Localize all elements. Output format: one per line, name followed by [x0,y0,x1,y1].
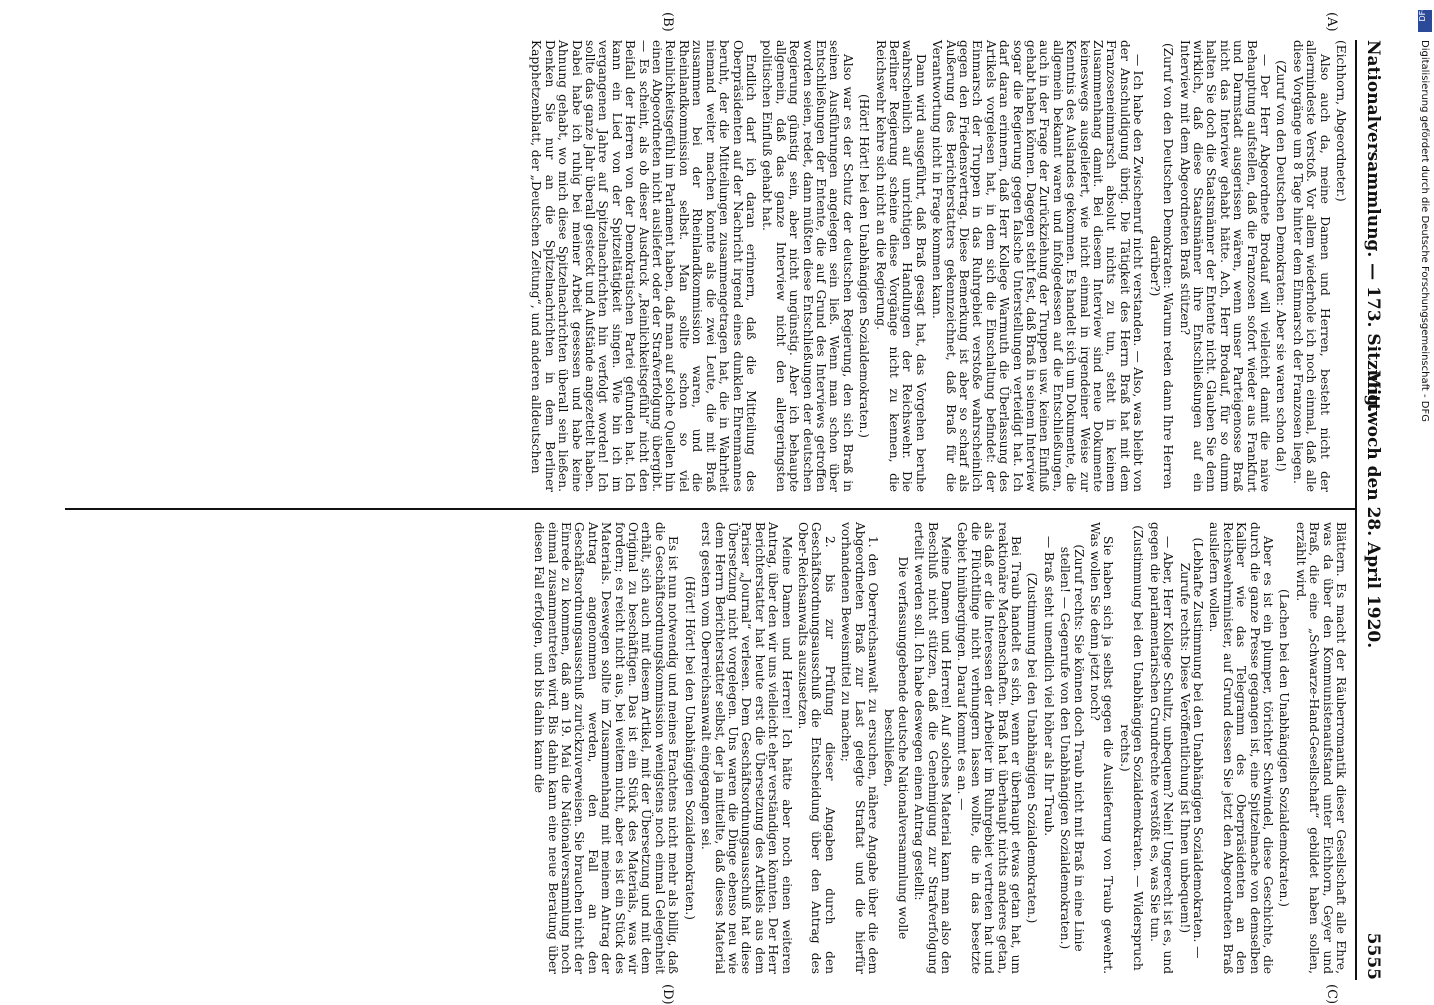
right-column-paragraph: (Zuruf rechts: Sie können doch Traub nicht mit Braß in eine Linie stellen! — Gegenrufe von den Unabhängigen Sozialdemokraten.) [1058,544,1086,952]
right-column-paragraph: (Hört! Hört! bei den Unabhängigen Sozialdemokraten.) [682,576,697,920]
dfg-logo-icon: DFG [1418,10,1432,32]
right-column-paragraph: Es ist nun notwendig und meines Erachtens nicht mehr als billig, daß die Geschäftsordnungskommission wenigstens noch einmal Gelegenheit erhält, sich auch mit diesem Artikel, mit der Übersetzung und mit dem Original zu beschäftigen. Das ist ein Stück des Materials, was wir fordern; es reicht nicht aus, bei weitem nicht, aber es ist ein Stück des Materials. Deswegen sollte im Zusammenhang mit meinem Antrag der Antrag angenommen werden, den Fall an den Geschäftsordnungsausschuß zurückzuverweisen. Sie brauchen nicht der Einrede zu kommen, daß am 19. Mai die Nationalversammlung noch einmal zusammentreten wird. Bis dahin kann eine neue Beratung über diesen Fall erfolgen, und bis dahin kann die [532,522,681,974]
header-title: Nationalversammlung. — 173. Sitzung. [1363,40,1383,413]
digitization-footer: Digitalisierung gefördert durch die Deutsche Forschungsgemeinschaft - DFG [1419,40,1430,423]
margin-mark-b: (B) [660,12,675,32]
right-column-paragraph: 2. bis zur Prüfung dieser Angaben durch den Geschäftsordnungsausschuß die Entscheidung über den Antrag des Ober-Reichsanwalts auszusetzen. [795,522,837,974]
right-column-paragraph: Sie haben sich ja selbst gegen die Auslieferung von Traub gewehrt. Was wollen Sie denn jetzt noch? [1088,522,1116,974]
right-column-paragraph: — Aber, Herr Kollege Schultz, unbequem? Nein! Ungerecht ist es, und gegen die parlamentarischen Grundrechte verstößt es, was Sie tun. [1147,522,1176,974]
left-column-paragraph: — Ich habe den Zwischenruf nicht verstanden. — Also, was bleibt von der Anschuldigung übrig. Die Tätigkeit des Herrn Braß hat mit dem Franzoseneinmarsch absolut nichts zu tun, steht in keinem Zusammenhang damit. Bei diesem Interview sind neue Dokumente keineswegs ausgeliefert, wie nicht einmal in irgendeiner Weise zur Kenntnis des Auslandes gekommen. Es handelt sich um Dokumente, die allgemein bekannt waren und infolgedessen auf die Entschließungen, auch in der Frage der Zurückziehung der Truppen usw. keinen Einfluß gehabt haben können. Dagegen steht fest, daß Braß in seinem Interview sogar die Regierung gegen falsche Unterstellungen verteidigt hat. Ich darf daran erinnern, daß Herr Kollege Warmuth die Überlassung des Artikels vorgelesen hat, in dem sich die Einschaltung befindet: der Einmarsch der Truppen in das Ruhrgebiet verstoße wahrscheinlich gegen den Friedensvertrag. Diese Bemerkung ist aber so scharf als Äußerung des Berichterstatters gekennzeichnet, daß Braß für die Verantwortung nicht in Frage kommen kann. [930,40,1146,492]
running-header [1355,40,1395,980]
right-column-paragraph: (Lachen bei den Unabhängigen Sozialdemokraten.) [1277,589,1292,907]
page-number: 5555 [1363,932,1383,980]
left-column-paragraph: Endlich darf ich daran erinnern, daß die Mitteilung des Oberpräsidenten auf der Nachricht irgend eines dunklen Ehrenmannes beruht, der die Mitteilungen zusammengetragen hat, die in Wahrheit niemand weiter machen konnte als die zwei Leute, die mit Braß zusammen bei der Rheinlandkommission waren, und die Rheinlandkommission selbst. Man sollte schon so viel Reinlichkeitsgefühl im Parlament haben, daß man auf solche Quellen hin einen Abgeordneten nicht ausliefert oder der Strafverfolgung übergibt. — Es scheint, als ob dieser Ausdruck „Reinlichkeitsgefühl“ nicht den Beifall der Herren von der Demokratischen Partei gefunden hat. Ich kann ein Lied von der Spitzeltätigkeit singen. Wie bin ich im vergangenen Jahre auf Spitzelnachrichten hin verfolgt worden! Ich sollte das ganze Jahr überall gesteckt und Aufstände angezettelt haben. Dabei habe ich ruhig bei meiner Arbeit gesessen und habe keine Ahnung gehabt, wo mich diese Spitzelnachrichten überall sein ließen. Denken Sie nur an die Spitzelnachrichten in dem Berliner Kapphetzenblatt, der „Deutschen Zeitung“, und anderen alldeutschen [529,40,758,492]
right-column-paragraph: — Braß steht unendlich viel höher als Ihr Traub. [1041,536,1056,837]
left-column-paragraph: (Zuruf von den Deutschen Demokraten: Warum reden dann Ihre Herren darüber?) [1147,42,1176,490]
header-rule [1355,40,1357,980]
right-column-paragraph: Blättern. Es macht der Räuberromantik dieser Gesellschaft alle Ehre, was da über den Kommunistenaufstand unter Eichhorn, Geyer und Braß, die eine „Schwarze-Hand-Gesellschaft“ gebildet haben sollen, erzählt wird. [1293,522,1348,974]
rotated-page-content [65,12,1395,1005]
right-column-paragraph: (Lebhafte Zustimmung bei den Unabhängigen Sozialdemokraten. — Zurufe rechts: Diese Veröffentlichung ist Ihnen unbequem!) [1177,537,1205,959]
left-column-paragraph: (Hört! Hört! bei den Unabhängigen Sozialdemokraten.) [857,94,872,438]
right-column-paragraph: Bei Traub handelt es sich, wenn er überhaupt etwas getan hat, um reaktionäre Machenschaften. Braß hat überhaupt nichts anderes getan, als daß er die Interessen der Arbeiter im Ruhrgebiet vertreten hat und die Flüchtlinge nicht verhungern lassen wollte, die in das besetzte Gebiet hinübergingen. Darauf kommt es an. — [955,522,1024,974]
right-column [529,522,1347,974]
right-column-paragraph: 1. den Oberreichsanwalt zu ersuchen, nähere Angabe über die dem Abgeordneten Braß zur Last gelegte Straftat und die hierfür vorhandenen Beweismittel zu machen; [839,522,880,974]
header-date: Mittwoch den 28. April 1920. [1363,370,1383,649]
right-column-paragraph: (Zustimmung bei den Unabhängigen Sozialdemokraten. — Widerspruch rechts.) [1117,525,1146,971]
column-rule [65,508,1355,510]
left-column-paragraph: (Eichhorn, Abgeordneter.) [1334,40,1348,202]
right-column-paragraph: Die verfassunggebende deutsche Nationalversammlung wolle beschließen, [882,556,910,940]
left-column [526,40,1347,492]
left-column-paragraph: Also war es der Schutz der deutschen Regierung, den sich Braß in seinen Ausführungen angelegen sein ließ. Wenn man schon über Entschließungen der Entente, die auf Grund des Interviews getroffen worden seien, redet, dann müßten diese Entschließungen der deutschen Regierung günstig sein, aber nicht ungünstig. Aber ich behaupte allgemein, daß das ganze Interview nicht den allergeringsten politischen Einfluß gehabt hat. [760,40,855,492]
margin-mark-a: (A) [1324,12,1339,32]
right-column-paragraph: Meine Damen und Herren! Ich hätte aber noch einen weiteren Antrag, über den wir uns vielleicht eher verständigen könnten. Der Herr Berichterstatter hat heute erst die Übersetzung des Artikels aus dem Pariser „Journal“ verlesen. Dem Geschäftsordnungsausschuß hat diese Übersetzung nicht vorgelegen. Uns waren die Dinge ebenso neu wie dem Herrn Berichterstatter selbst, der ja mitteilte, daß dieses Material erst gestern vom Oberreichsanwalt eingegangen sei. [699,522,794,974]
left-column-paragraph: Dann wird ausgeführt, daß Braß gesagt hat, das Vorgehen beruhe wahrscheinlich auf unrichtigen Handlungen der Reichswehr. Die Berliner Regierung scheine diese Vorgänge nicht zu kennen, die Reichswehr kehre sich nicht an die Regierung. [873,40,928,492]
margin-mark-d: (D) [660,984,675,1005]
left-column-paragraph: Also auch da, meine Damen und Herren, besteht nicht der allermindeste Verstoß. Vor allem wiederhole ich noch einmal, daß alle diese Vorgänge um 8 Tage hinter dem Einmarsch der Franzosen liegen. [1290,40,1332,492]
right-column-paragraph: Aber es ist ein plumper, törichter Schwindel, diese Geschichte, die durch die ganze Presse gegangen ist, eine Spitzelmache von demselben Kaliber wie das Telegramm des Oberpräsidenten an den Reichswehrminister, auf Grund dessen Sie jetzt den Abgeordneten Braß ausliefern wollen. [1207,522,1275,974]
left-column-paragraph: — Der Herr Abgeordnete Brodauf will vielleicht damit die naive Behauptung aufstellen, daß die Franzosen sofort wieder aus Frankfurt und Darmstadt ausgerissen wären, wenn unser Parteigenosse Braß nicht das Interview gehabt hätte. Ach, Herr Brodauf, für so dumm halten Sie doch die Staatsmänner der Entente nicht. Glauben Sie denn wirklich, daß diese Staatsmänner ihre Entschließungen auf ein Interview mit dem Abgeordneten Braß stützen? [1177,40,1272,492]
right-column-paragraph: Meine Damen und Herren! Auf solches Material kann man also den Beschluß nicht stützen, daß die Genehmigung zur Strafverfolgung erteilt werden soll. Ich habe deswegen einen Antrag gestellt: [912,522,954,974]
margin-mark-c: (C) [1324,984,1339,1005]
left-column-paragraph: (Zuruf von den Deutschen Demokraten: Aber sie waren schon da!) [1274,60,1289,472]
right-column-paragraph: (Zustimmung bei den Unabhängigen Sozialdemokraten.) [1025,572,1040,924]
